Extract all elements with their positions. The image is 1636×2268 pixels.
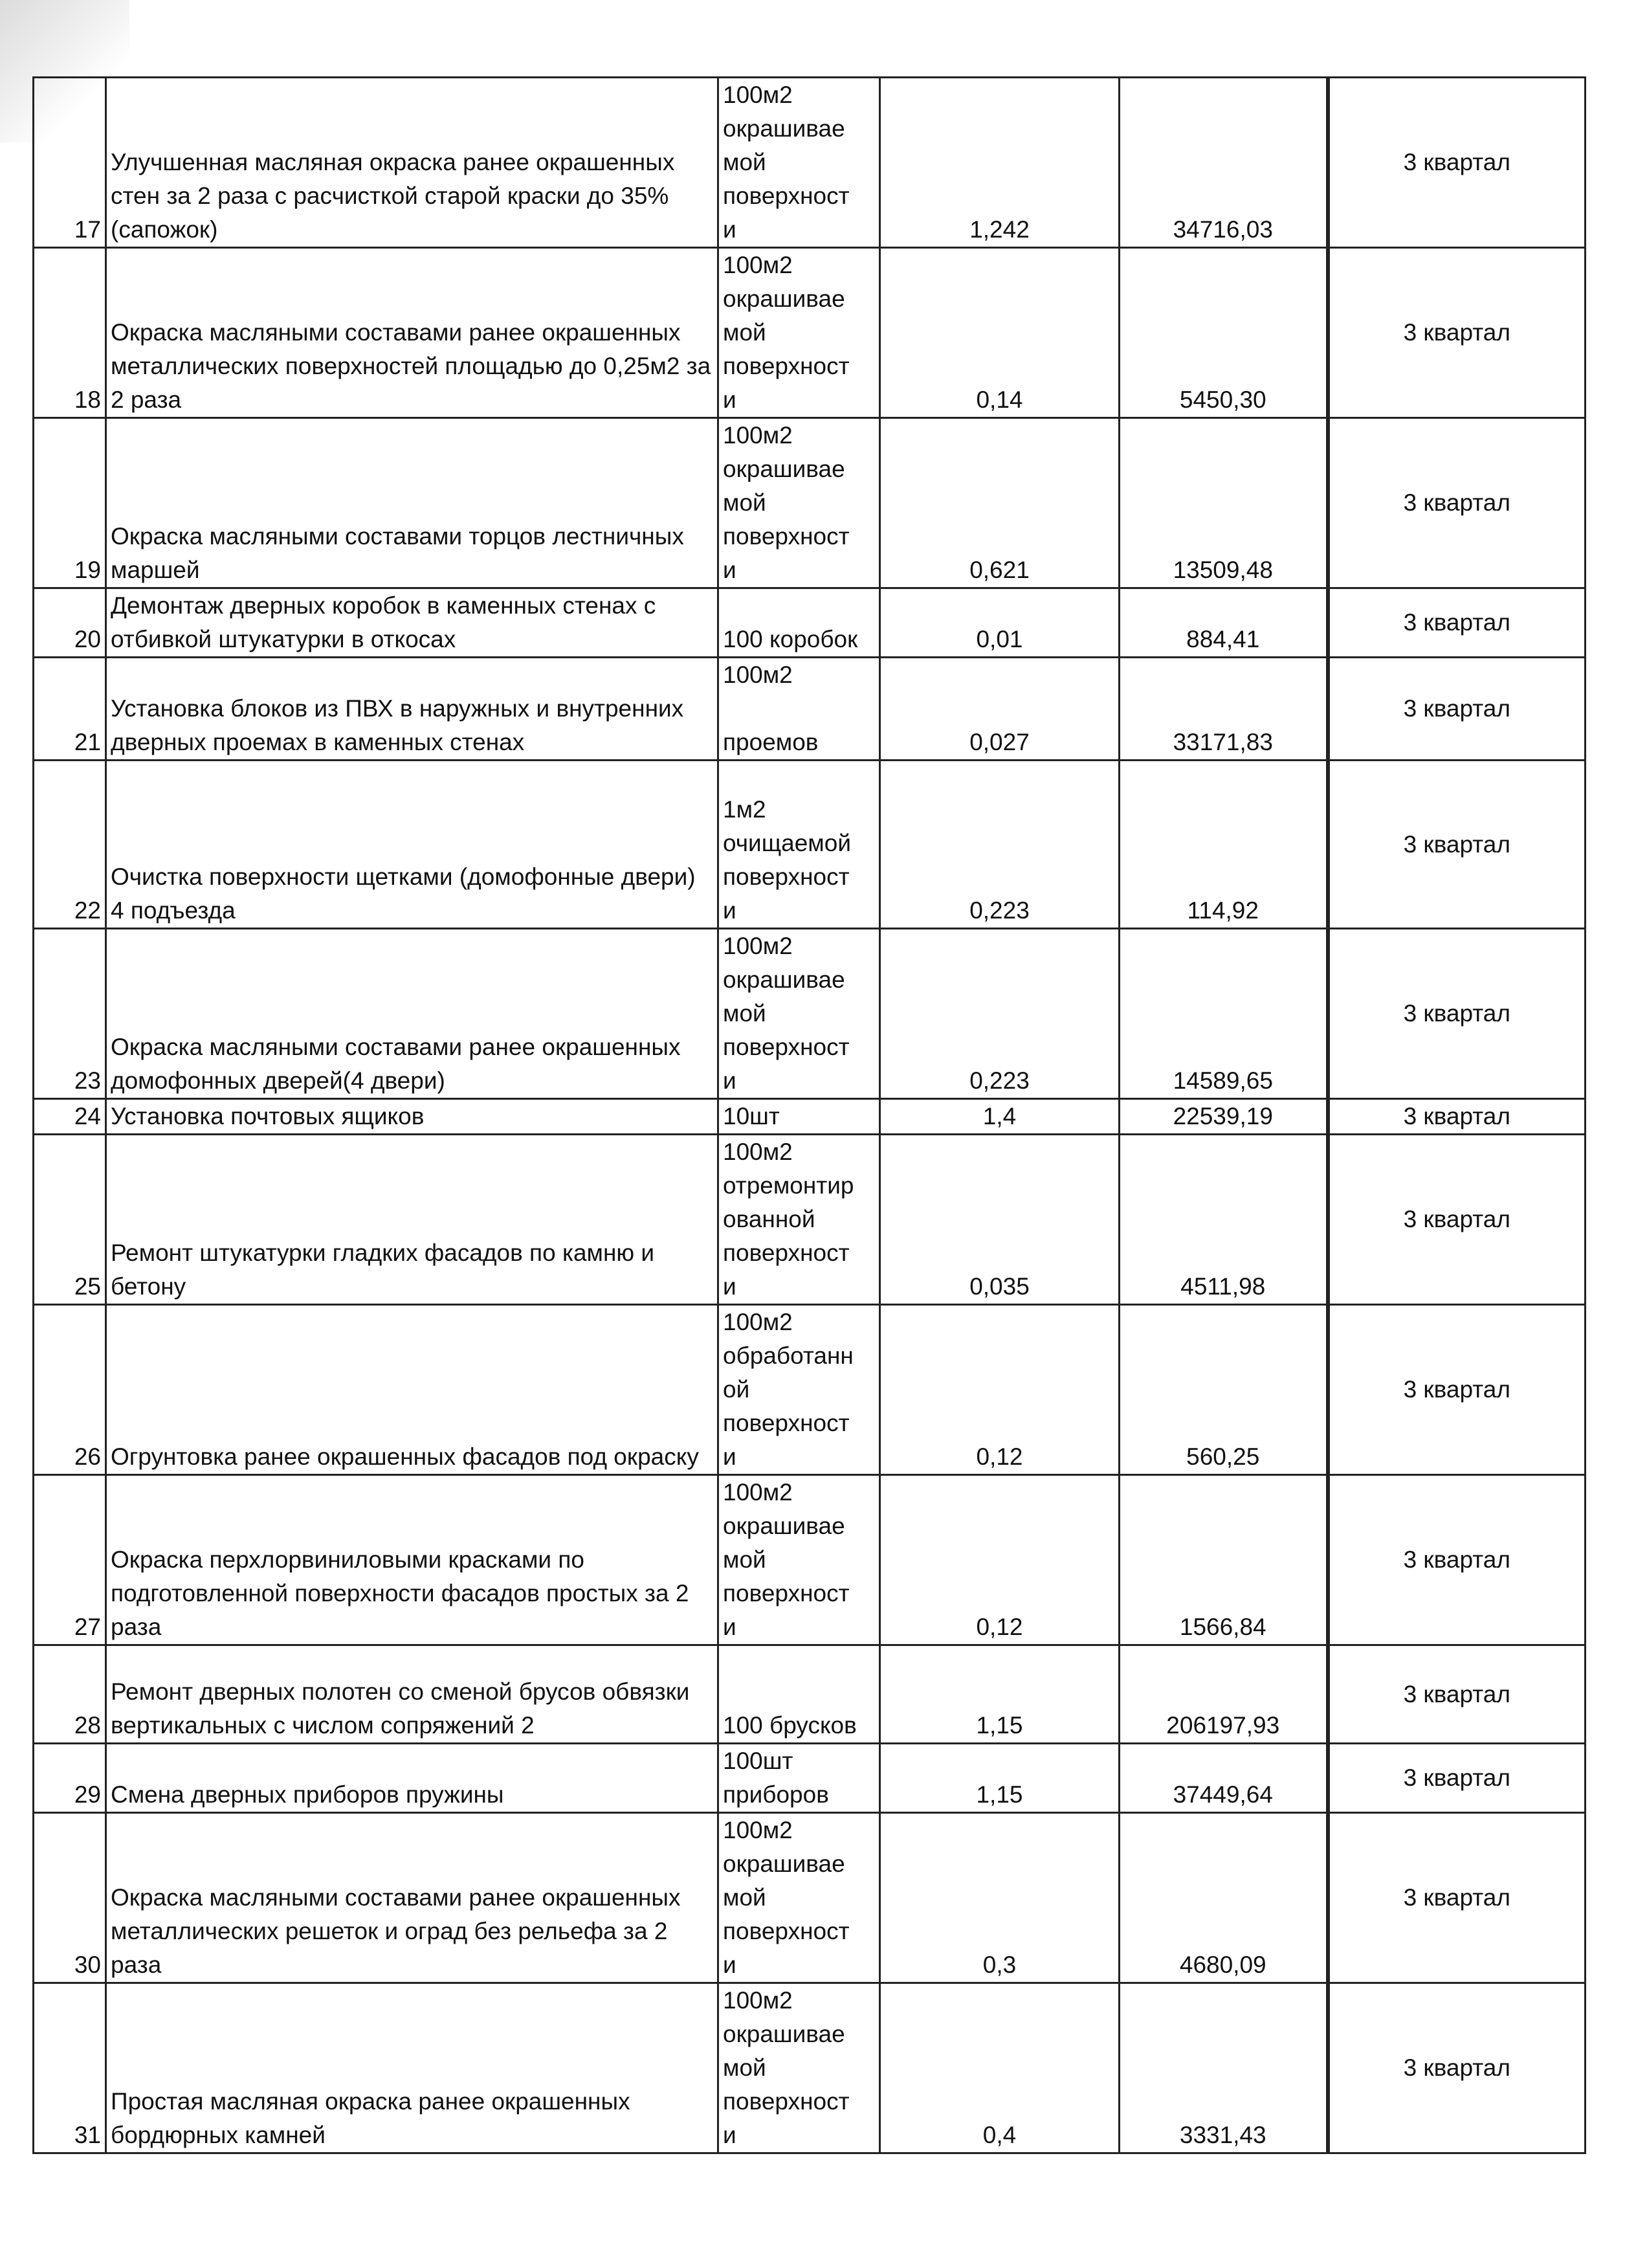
unit-line: 100м2 bbox=[723, 252, 793, 278]
period: 3 квартал bbox=[1328, 1305, 1586, 1475]
works-table-body bbox=[34, 78, 1586, 2153]
unit-line: и bbox=[723, 216, 736, 243]
unit-line: и bbox=[723, 897, 736, 924]
row-number: 19 bbox=[34, 418, 106, 588]
unit-of-measure bbox=[718, 658, 880, 761]
unit-of-measure bbox=[718, 78, 880, 248]
work-name: Окраска масляными составами ранее окрашенных домофонных дверей(4 двери) bbox=[106, 929, 718, 1099]
cost: 114,92 bbox=[1120, 761, 1328, 929]
unit-line: мой bbox=[723, 1000, 766, 1027]
unit-line: 100м2 bbox=[723, 422, 793, 449]
quantity: 0,01 bbox=[880, 588, 1120, 658]
period: 3 квартал bbox=[1328, 1475, 1586, 1645]
unit-line: 100м2 bbox=[723, 1817, 793, 1843]
row-number: 21 bbox=[34, 658, 106, 761]
work-name: Установка почтовых ящиков bbox=[106, 1099, 718, 1135]
works-table bbox=[32, 76, 1586, 2154]
quantity: 0,3 bbox=[880, 1813, 1120, 1983]
unit-of-measure bbox=[718, 761, 880, 929]
quantity: 0,621 bbox=[880, 418, 1120, 588]
unit-line: 100м2 bbox=[723, 1139, 793, 1165]
cost: 560,25 bbox=[1120, 1305, 1328, 1475]
row-number: 30 bbox=[34, 1813, 106, 1983]
row-number: 25 bbox=[34, 1135, 106, 1305]
cost: 37449,64 bbox=[1120, 1744, 1328, 1813]
quantity: 0,223 bbox=[880, 929, 1120, 1099]
period: 3 квартал bbox=[1328, 1135, 1586, 1305]
period: 3 квартал bbox=[1328, 658, 1586, 761]
unit-line: 100м2 bbox=[723, 82, 793, 108]
period: 3 квартал bbox=[1328, 1813, 1586, 1983]
cost: 884,41 bbox=[1120, 588, 1328, 658]
unit-line: приборов bbox=[723, 1781, 829, 1808]
row-number: 20 bbox=[34, 588, 106, 658]
period: 3 квартал bbox=[1328, 248, 1586, 418]
quantity: 0,4 bbox=[880, 1983, 1120, 2153]
work-name: Очистка поверхности щетками (домофонные двери) 4 подъезда bbox=[106, 761, 718, 929]
unit-line: мой bbox=[723, 2054, 766, 2081]
unit-line: и bbox=[723, 2122, 736, 2148]
period: 3 квартал bbox=[1328, 929, 1586, 1099]
table-row bbox=[34, 1099, 1586, 1135]
row-number: 28 bbox=[34, 1645, 106, 1744]
work-name: Окраска масляными составами ранее окрашенных металлических поверхностей площадью до 0,25м2 за 2 раза bbox=[106, 248, 718, 418]
row-number: 23 bbox=[34, 929, 106, 1099]
cost: 3331,43 bbox=[1120, 1983, 1328, 2153]
unit-line: поверхност bbox=[723, 523, 850, 550]
table-row bbox=[34, 1744, 1586, 1813]
unit-line: мой bbox=[723, 489, 766, 516]
table-row bbox=[34, 1305, 1586, 1475]
unit-of-measure bbox=[718, 1645, 880, 1744]
work-name: Установка блоков из ПВХ в наружных и внутренних дверных проемах в каменных стенах bbox=[106, 658, 718, 761]
table-row bbox=[34, 1475, 1586, 1645]
unit-line: поверхност bbox=[723, 1918, 850, 1944]
period: 3 квартал bbox=[1328, 1744, 1586, 1813]
work-name: Окраска масляными составами ранее окрашенных металлических решеток и оград без рельефа за 2 раза bbox=[106, 1813, 718, 1983]
cost: 13509,48 bbox=[1120, 418, 1328, 588]
unit-line: и bbox=[723, 557, 736, 583]
period: 3 квартал bbox=[1328, 418, 1586, 588]
unit-line: мой bbox=[723, 1884, 766, 1911]
quantity: 0,223 bbox=[880, 761, 1120, 929]
quantity: 1,242 bbox=[880, 78, 1120, 248]
work-name: Демонтаж дверных коробок в каменных стенах с отбивкой штукатурки в откосах bbox=[106, 588, 718, 658]
unit-line: 1м2 bbox=[723, 796, 766, 823]
table-row bbox=[34, 1813, 1586, 1983]
work-name: Окраска перхлорвиниловыми красками по подготовленной поверхности фасадов простых за 2 раза bbox=[106, 1475, 718, 1645]
unit-line: окрашивае bbox=[723, 2021, 845, 2047]
unit-line: поверхност bbox=[723, 863, 850, 890]
table-row bbox=[34, 248, 1586, 418]
cost: 34716,03 bbox=[1120, 78, 1328, 248]
unit-line: 100м2 bbox=[723, 1479, 793, 1506]
unit-line: 100м2 bbox=[723, 1987, 793, 2014]
work-name: Смена дверных приборов пружины bbox=[106, 1744, 718, 1813]
period: 3 квартал bbox=[1328, 1983, 1586, 2153]
work-name: Ремонт дверных полотен со сменой брусов обвязки вертикальных с числом сопряжений 2 bbox=[106, 1645, 718, 1744]
work-name: Улучшенная масляная окраска ранее окрашенных стен за 2 раза с расчисткой старой краски до 35%(сапожок) bbox=[106, 78, 718, 248]
period: 3 квартал bbox=[1328, 761, 1586, 929]
table-row bbox=[34, 929, 1586, 1099]
row-number: 27 bbox=[34, 1475, 106, 1645]
work-name: Окраска масляными составами торцов лестничных маршей bbox=[106, 418, 718, 588]
unit-line: поверхност bbox=[723, 1580, 850, 1606]
unit-line: поверхност bbox=[723, 183, 850, 209]
unit-line: 10шт bbox=[723, 1103, 780, 1129]
unit-line: окрашивае bbox=[723, 1851, 845, 1877]
unit-line: и bbox=[723, 386, 736, 413]
unit-line: окрашивае bbox=[723, 115, 845, 142]
row-number: 18 bbox=[34, 248, 106, 418]
table-row bbox=[34, 1983, 1586, 2153]
period: 3 квартал bbox=[1328, 588, 1586, 658]
quantity: 1,15 bbox=[880, 1744, 1120, 1813]
unit-line bbox=[723, 692, 875, 726]
unit-line: поверхност bbox=[723, 1410, 850, 1436]
unit-line: и bbox=[723, 1951, 736, 1978]
unit-of-measure bbox=[718, 1744, 880, 1813]
unit-of-measure bbox=[718, 1099, 880, 1135]
unit-line: ой bbox=[723, 1376, 750, 1403]
unit-line: отремонтир bbox=[723, 1172, 854, 1199]
unit-line: ованной bbox=[723, 1206, 815, 1232]
quantity: 0,14 bbox=[880, 248, 1120, 418]
period: 3 квартал bbox=[1328, 1099, 1586, 1135]
unit-of-measure bbox=[718, 1475, 880, 1645]
table-row bbox=[34, 1645, 1586, 1744]
unit-line: очищаемой bbox=[723, 830, 851, 856]
unit-line: мой bbox=[723, 319, 766, 346]
unit-of-measure bbox=[718, 418, 880, 588]
work-name: Огрунтовка ранее окрашенных фасадов под окраску bbox=[106, 1305, 718, 1475]
period: 3 квартал bbox=[1328, 1645, 1586, 1744]
unit-line: и bbox=[723, 1443, 736, 1470]
unit-line: обработанн bbox=[723, 1342, 854, 1369]
row-number: 17 bbox=[34, 78, 106, 248]
row-number: 31 bbox=[34, 1983, 106, 2153]
quantity: 0,035 bbox=[880, 1135, 1120, 1305]
work-name: Простая масляная окраска ранее окрашенных бордюрных камней bbox=[106, 1983, 718, 2153]
unit-of-measure bbox=[718, 588, 880, 658]
cost: 1566,84 bbox=[1120, 1475, 1328, 1645]
unit-line: поверхност bbox=[723, 2088, 850, 2115]
unit-line: окрашивае bbox=[723, 456, 845, 482]
cost: 4680,09 bbox=[1120, 1813, 1328, 1983]
unit-line: 100шт bbox=[723, 1748, 793, 1774]
unit-line: 100м2 bbox=[723, 933, 793, 959]
unit-line: и bbox=[723, 1614, 736, 1640]
unit-of-measure bbox=[718, 1305, 880, 1475]
unit-line: мой bbox=[723, 1546, 766, 1573]
period: 3 квартал bbox=[1328, 78, 1586, 248]
unit-line: окрашивае bbox=[723, 285, 845, 312]
row-number: 26 bbox=[34, 1305, 106, 1475]
unit-of-measure bbox=[718, 1135, 880, 1305]
cost: 33171,83 bbox=[1120, 658, 1328, 761]
cost: 206197,93 bbox=[1120, 1645, 1328, 1744]
unit-line: поверхност bbox=[723, 353, 850, 379]
quantity: 0,12 bbox=[880, 1475, 1120, 1645]
unit-of-measure bbox=[718, 1813, 880, 1983]
row-number: 22 bbox=[34, 761, 106, 929]
table-row bbox=[34, 418, 1586, 588]
table-row bbox=[34, 761, 1586, 929]
row-number: 29 bbox=[34, 1744, 106, 1813]
unit-line: поверхност bbox=[723, 1240, 850, 1266]
unit-line: и bbox=[723, 1067, 736, 1094]
table-row bbox=[34, 1135, 1586, 1305]
quantity: 0,12 bbox=[880, 1305, 1120, 1475]
unit-line: окрашивае bbox=[723, 966, 845, 993]
table-row bbox=[34, 588, 1586, 658]
unit-line: 100м2 bbox=[723, 1309, 793, 1335]
table-row bbox=[34, 78, 1586, 248]
cost: 22539,19 bbox=[1120, 1099, 1328, 1135]
unit-line: окрашивае bbox=[723, 1513, 845, 1539]
unit-line: и bbox=[723, 1273, 736, 1300]
unit-line: 100 брусков bbox=[723, 1712, 857, 1739]
unit-of-measure bbox=[718, 248, 880, 418]
work-name: Ремонт штукатурки гладких фасадов по камню и бетону bbox=[106, 1135, 718, 1305]
quantity: 1,4 bbox=[880, 1099, 1120, 1135]
table-row bbox=[34, 658, 1586, 761]
unit-line: 100 коробок bbox=[723, 626, 858, 652]
row-number: 24 bbox=[34, 1099, 106, 1135]
unit-line: поверхност bbox=[723, 1034, 850, 1060]
unit-line: проемов bbox=[723, 729, 819, 755]
unit-of-measure bbox=[718, 929, 880, 1099]
quantity: 0,027 bbox=[880, 658, 1120, 761]
cost: 14589,65 bbox=[1120, 929, 1328, 1099]
quantity: 1,15 bbox=[880, 1645, 1120, 1744]
unit-line: мой bbox=[723, 149, 766, 175]
unit-line: 100м2 bbox=[723, 662, 793, 688]
cost: 5450,30 bbox=[1120, 248, 1328, 418]
cost: 4511,98 bbox=[1120, 1135, 1328, 1305]
unit-of-measure bbox=[718, 1983, 880, 2153]
